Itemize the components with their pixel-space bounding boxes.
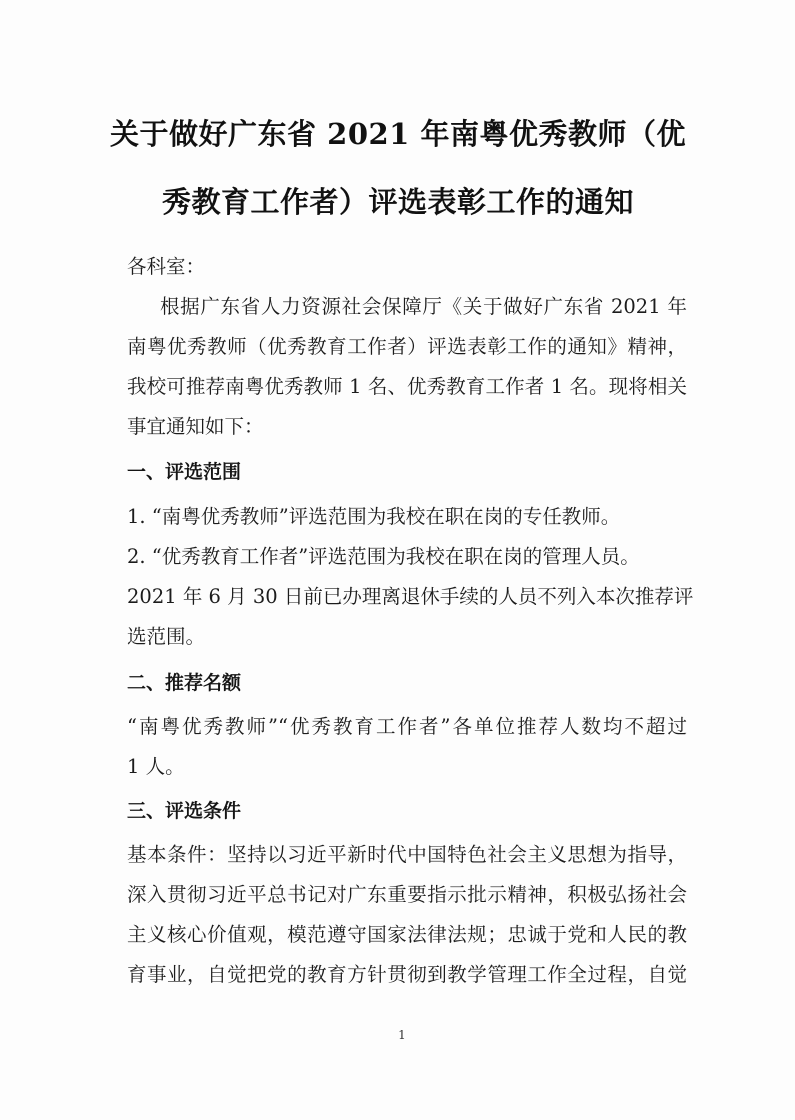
intro-line: 事宜通知如下： (127, 415, 264, 438)
criteria-line: 深入贯彻习近平总书记对广东重要指示批示精神，积极弘扬社会 (127, 883, 687, 906)
scope-line: 选范围。 (127, 625, 206, 648)
intro-line: 根据广东省人力资源社会保障厅《关于做好广东省 2021 年 (160, 295, 687, 318)
title-line-1: 关于做好广东省 2021 年南粤优秀教师（优 (110, 117, 686, 151)
section-heading-criteria: 三、评选条件 (127, 800, 242, 822)
salutation: 各科室： (127, 255, 206, 278)
section-heading-scope: 一、评选范围 (127, 461, 242, 483)
section-heading-quota: 二、推荐名额 (127, 672, 242, 694)
scope-line: 2021 年 6 月 30 日前已办理离退休手续的人员不列入本次推荐评 (127, 585, 694, 608)
criteria-line: 基本条件：坚持以习近平新时代中国特色社会主义思想为指导， (127, 843, 687, 866)
quota-line: 1 人。 (127, 755, 185, 778)
page-number: 1 (398, 1028, 406, 1042)
criteria-line: 育事业，自觉把党的教育方针贯彻到教学管理工作全过程，自觉 (127, 963, 687, 986)
intro-line: 我校可推荐南粤优秀教师 1 名、优秀教育工作者 1 名。现将相关 (127, 375, 687, 398)
scope-line: 2. “优秀教育工作者”评选范围为我校在职在岗的管理人员。 (127, 545, 640, 568)
intro-line: 南粤优秀教师（优秀教育工作者）评选表彰工作的通知》精神， (127, 335, 687, 358)
document-title (108, 100, 688, 236)
quota-line: “南粤优秀教师”“优秀教育工作者”各单位推荐人数均不超过 (127, 715, 687, 738)
scope-line: 1. “南粤优秀教师”评选范围为我校在职在岗的专任教师。 (127, 505, 621, 528)
criteria-line: 主义核心价值观，模范遵守国家法律法规；忠诚于党和人民的教 (127, 923, 687, 946)
title-line-2: 秀教育工作者）评选表彰工作的通知 (161, 185, 634, 219)
